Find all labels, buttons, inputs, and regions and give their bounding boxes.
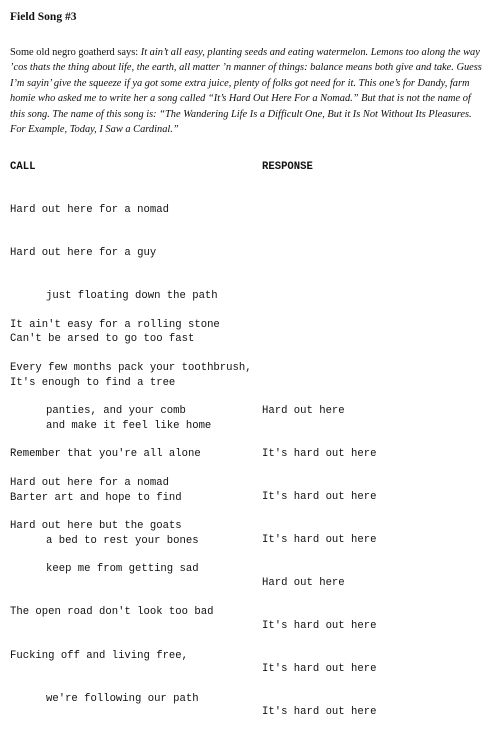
lyric-line: It ain't easy for a rolling stone [10,318,220,331]
lyric-line: It's hard out here [262,491,377,504]
lyric-line: Can't be arsed to go too fast [10,333,195,346]
lyric-line: Hard out here for a nomad [10,476,169,489]
lyric-line: Fucking off and living free, [10,649,189,662]
lyric-line: Hard out here for a guy [10,247,157,260]
intro-lead: Some old negro goatherd says: [10,47,141,58]
call-column-heading: CALL [10,161,36,173]
lyric-line: Remember that you're all alone [10,448,201,461]
lyric-line: Hard out here [262,404,345,417]
lyric-line: a bed to rest your bones [46,534,199,547]
intro-quote: It ain’t all easy, planting seeds and eating watermelon. Lemons too along the way ’cos thats the thing about life, the earth, all matter ’n manner of things: balance means both give and take. Guess I’m sayin’ give the squeeze if ya got some extra juice, plenty of folks got need for it. This one’s for Dandy, farm homie who asked me to write her a song called “It’s Hard Out Here For a Nomad.” But that is not the name of this song. The name of this song is: “The Wandering Life Is a Difficult One, But it Is Not Without Its Pleasures. For Example, Today, I Saw a Cardinal.” [10,47,482,136]
lyric-line: It's enough to find a tree [10,376,176,389]
lyric-line: Hard out here for a nomad [10,203,169,216]
lyric-line: Barter art and hope to find [10,491,182,504]
lyric-line: panties, and your comb [46,405,186,418]
lyric-line: It's hard out here [262,706,377,719]
response-stanza-1 [262,375,376,562]
lyric-line: Every few months pack your toothbrush, [10,362,252,375]
lyric-line: keep me from getting sad [46,563,199,576]
lyric-line: we're following our path [46,692,199,705]
lyric-line: It's hard out here [262,448,377,461]
page-title: Field Song #3 [10,11,77,23]
lyric-line: and make it feel like home [46,419,212,432]
lyric-line: It's hard out here [262,663,377,676]
intro-paragraph [10,45,482,137]
lyric-line: The open road don't look too bad [10,606,214,619]
lyric-line: It's hard out here [262,620,377,633]
lyric-line: Hard out here [262,576,345,589]
response-column-heading: RESPONSE [262,161,313,173]
lyric-line: Hard out here but the goats [10,520,182,533]
response-stanza-2 [262,547,376,734]
call-stanza-3 [10,447,213,721]
lyric-line: just floating down the path [46,290,218,303]
lyric-line: It's hard out here [262,534,377,547]
